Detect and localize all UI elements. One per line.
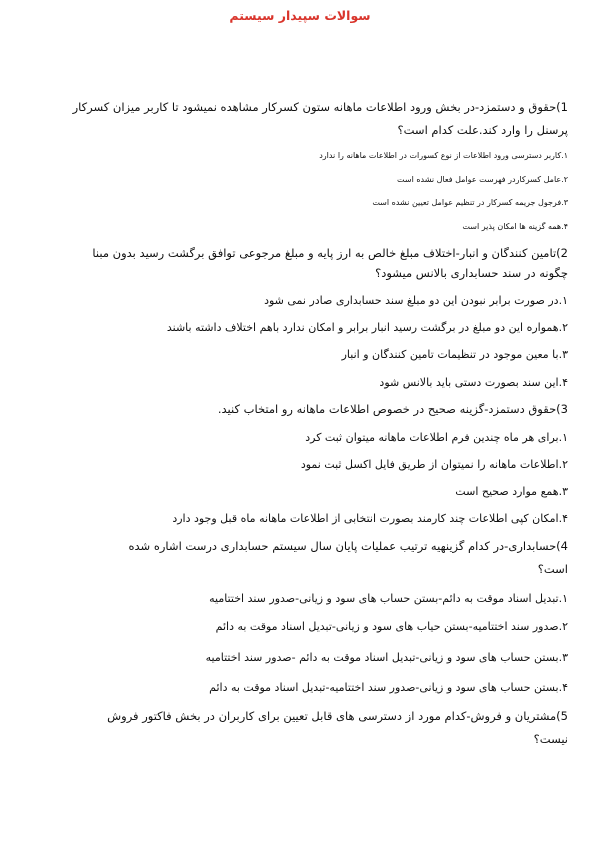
question-4-option-1: ۱.تبدیل اسناد موقت به دائم-بستن حساب های سود و زیانی-صدور سند اختتامیه — [209, 592, 568, 605]
question-3-option-1: ۱.برای هر ماه چندین فرم اطلاعات ماهانه میتوان ثبت کرد — [305, 431, 568, 444]
question-5-line-1: 5)مشتریان و فروش-کدام مورد از دسترسی های قابل تعیین برای کاربران در بخش فاکتور فروش — [107, 710, 568, 723]
question-2-line-1: 2)تامین کنندگان و انبار-اختلاف مبلغ خالص به ارز پایه و مبلغ مرجوعی توافق برگشت رسید بدون مبنا — [92, 247, 568, 260]
page-title: سوالات سپیدار سیستم — [229, 8, 371, 23]
question-5-line-2: نیست؟ — [533, 733, 568, 746]
question-3-line-1: 3)حقوق دستمزد-گزینه صحیح در خصوص اطلاعات ماهانه رو امتخاب کنید. — [217, 403, 568, 416]
question-2-option-3: ۳.با معین موجود در تنظیمات تامین کنندگان و انبار — [341, 348, 568, 361]
question-1-option-2: ۲.عامل کسرکاردر فهرست عوامل فعال نشده است — [397, 175, 568, 184]
question-4-option-3: ۳.بستن حساب های سود و زیانی-تبدیل اسناد موقت به دائم -صدور سند اختتامیه — [205, 651, 568, 664]
question-3-option-4: ۴.امکان کپی اطلاعات چند کارمند بصورت انتخابی از اطلاعات ماهانه ماه قبل وجود دارد — [172, 512, 568, 525]
question-1-line-1: 1)حقوق و دستمزد-در بخش ورود اطلاعات ماهانه ستون کسرکار مشاهده نمیشود تا کاربر میزان کسرکار — [72, 101, 568, 114]
question-1-line-2: پرسنل را وارد کند.علت کدام است؟ — [397, 124, 568, 137]
question-3-option-2: ۲.اطلاعات ماهانه را نمیتوان از طریق فایل اکسل ثبت نمود — [300, 458, 568, 471]
question-3-option-3: ۳.همع موارد صحیح است — [455, 485, 568, 498]
question-1-option-3: ۳.فرجول جریمه کسرکار در تنظیم عوامل تعیین نشده است — [372, 198, 568, 207]
question-4-line-2: است؟ — [537, 563, 568, 576]
question-2-option-1: ۱.در صورت برابر نبودن این دو مبلغ سند حسابداری صادر نمی شود — [264, 294, 568, 307]
question-4-option-2: ۲.صدور سند اختتامیه-بستن حیاب های سود و زیانی-تبدیل اسناد موقت به دائم — [215, 620, 568, 633]
question-4-option-4: ۴.بستن حساب های سود و زیانی-صدور سند اختتامیه-تبدیل اسناد موقت به دائم — [209, 681, 568, 694]
question-4-line-1: 4)حسابداری-در کدام گزینهیه ترتیب عملیات پایان سال سیستم حسابداری درست اشاره شده — [128, 540, 568, 553]
question-1-option-4: ۴.همه گزینه ها امکان پذیر است — [462, 222, 568, 231]
question-1-option-1: ۱.کاربر دسترسی ورود اطلاعات از نوع کسورات در اطلاعات ماهانه را ندارد — [319, 151, 568, 160]
question-2-option-4: ۴.این سند بصورت دستی باید بالانس شود — [379, 376, 568, 389]
question-2-option-2: ۲.همواره این دو مبلغ در برگشت رسید انبار برابر و امکان ندارد باهم اختلاف داشته باشند — [166, 321, 568, 334]
question-2-line-2: چگونه در سند حسابداری بالانس میشود؟ — [375, 267, 568, 280]
